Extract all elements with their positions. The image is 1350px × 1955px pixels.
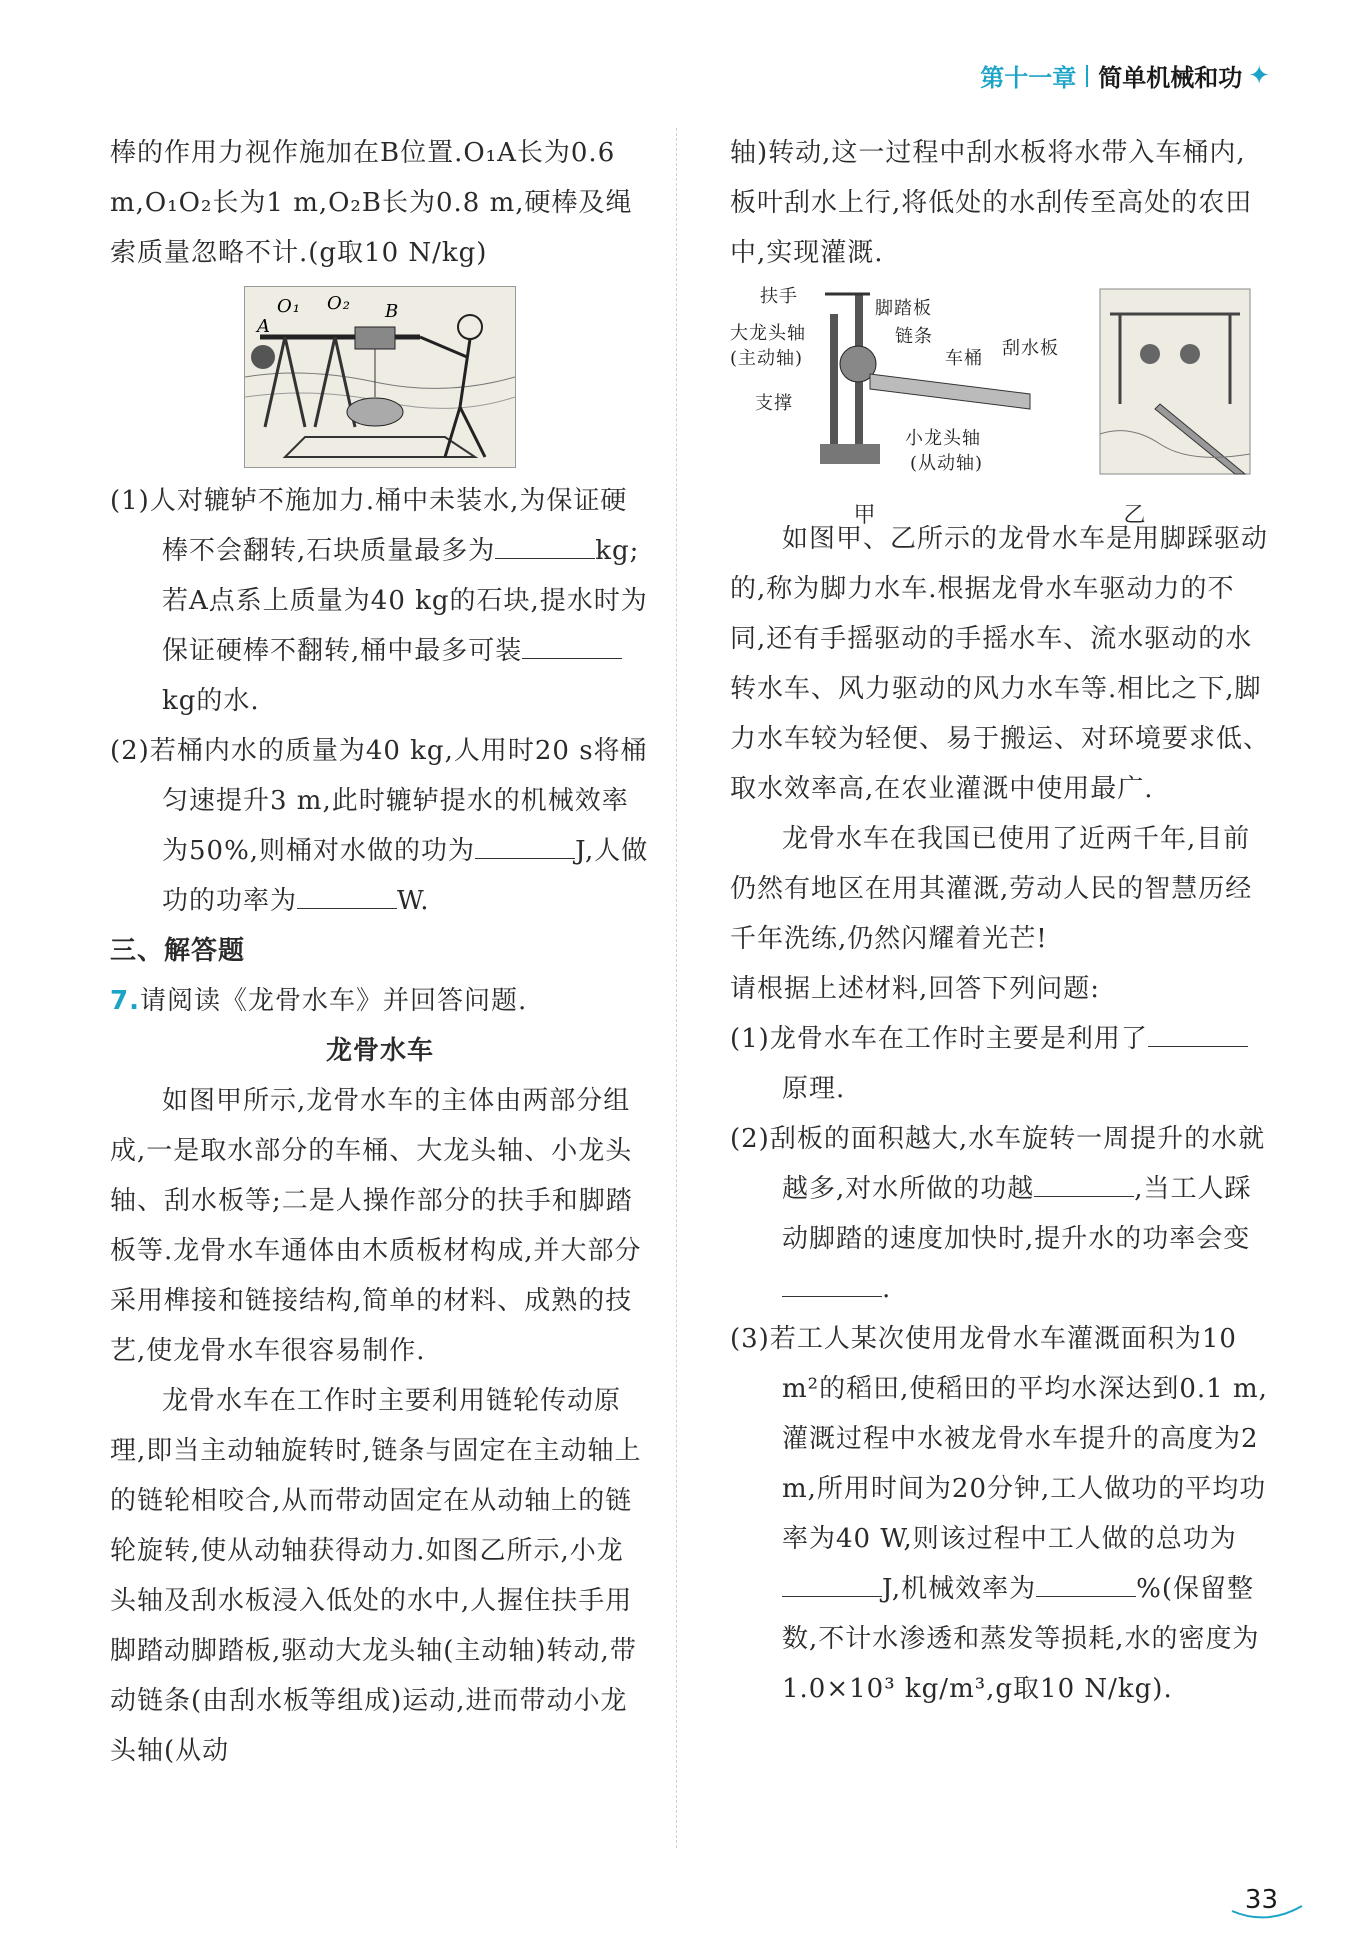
question-7-number: 7. <box>110 986 140 1016</box>
answer-blank[interactable] <box>782 1266 882 1297</box>
question-1-text-c: kg的水. <box>162 686 260 716</box>
question-2 <box>110 726 650 926</box>
left-column <box>110 128 650 1776</box>
problem-intro: 棒的作用力视作施加在B位置.O₁A长为0.6 m,O₁O₂长为1 m,O₂B长为0.8 m,硬棒及绳索质量忽略不计.(g取10 N/kg) <box>110 138 633 268</box>
column-divider <box>676 128 677 1848</box>
article-title: 龙骨水车 <box>325 1036 434 1066</box>
windlass-illustration <box>244 286 516 468</box>
answer-blank[interactable] <box>782 1566 882 1597</box>
label-chain: 链条 <box>895 326 933 347</box>
sparkle-icon: ✦ <box>1248 60 1270 91</box>
chapter-title: 简单机械和功 <box>1098 64 1243 92</box>
figure-captions <box>730 501 1270 531</box>
question-2-text-b: J,人做功的功率为 <box>162 836 649 916</box>
question-7 <box>110 976 650 1026</box>
answer-blank[interactable] <box>1148 1016 1248 1047</box>
page-number-swoosh-icon <box>1227 1881 1307 1921</box>
section-heading: 三、解答题 <box>110 936 246 966</box>
label-small-axle-sub: (从动轴) <box>910 453 984 474</box>
label-support: 支撑 <box>755 393 793 414</box>
article-paragraph-2-cont: 轴)转动,这一过程中刮水板将水带入车桶内,板叶刮水上行,将低处的水刮传至高处的农田中,实现灌溉. <box>730 138 1253 268</box>
article-paragraph-3: 如图甲、乙所示的龙骨水车是用脚踩驱动的,称为脚力水车.根据龙骨水车驱动力的不同,还有手摇驱动的手摇水车、流水驱动的水转水车、风力驱动的风力水车等.相比之下,脚力水车较为轻便、易于搬运、对环境要求低、取水效率高,在农业灌溉中使用最广. <box>730 524 1271 804</box>
label-big-axle-sub: (主动轴) <box>730 348 804 369</box>
chapter-header <box>980 58 1270 93</box>
sub-question-2-text-c: . <box>882 1274 892 1304</box>
label-B: B <box>385 301 400 322</box>
question-1 <box>110 476 650 726</box>
article-paragraph-4: 龙骨水车在我国已使用了近两千年,目前仍然有地区在用其灌溉,劳动人民的智慧历经千年洗练,仍然闪耀着光芒! <box>730 824 1253 954</box>
page-number <box>1245 1885 1278 1915</box>
sub-question-3-text-b: J,机械效率为 <box>882 1574 1037 1604</box>
sub-question-2-text-a: (2)刮板的面积越大,水车旋转一周提升的水就越多,对水所做的功越 <box>730 1124 1266 1204</box>
answer-blank[interactable] <box>522 628 622 659</box>
label-small-axle: 小龙头轴 <box>905 428 981 449</box>
label-big-axle: 大龙头轴 <box>730 323 806 344</box>
answer-blank[interactable] <box>1034 1166 1134 1197</box>
page-number-text: 33 <box>1244 1885 1278 1915</box>
question-7-text: 请阅读《龙骨水车》并回答问题. <box>139 986 528 1016</box>
answer-blank[interactable] <box>297 878 397 909</box>
sub-question-3 <box>730 1314 1270 1714</box>
question-1-text-b: kg;若A点系上质量为40 kg的石块,提水时为保证硬棒不翻转,桶中最多可装 <box>162 536 648 666</box>
sub-question-1-text-a: (1)龙骨水车在工作时主要是利用了 <box>730 1024 1148 1054</box>
questions-prompt: 请根据上述材料,回答下列问题: <box>730 974 1101 1004</box>
question-2-text-a: (2)若桶内水的质量为40 kg,人用时20 s将桶匀速提升3 m,此时辘轳提水的机械效率为50%,则桶对水做的功为 <box>110 736 648 866</box>
label-A: A <box>257 316 271 337</box>
waterwheel-figure <box>730 284 1270 528</box>
question-2-text-c: W. <box>397 886 430 916</box>
label-handle: 扶手 <box>760 286 798 307</box>
caption-jia: 甲 <box>853 503 877 528</box>
sub-question-2-text-b: ,当工人踩动脚踏的速度加快时,提升水的功率会变 <box>782 1174 1252 1254</box>
answer-blank[interactable] <box>495 528 595 559</box>
sub-question-3-text-a: (3)若工人某次使用龙骨水车灌溉面积为10 m²的稻田,使稻田的平均水深达到0.1 m,灌溉过程中水被龙骨水车提升的高度为2 m,所用时间为20分钟,工人做功的平均功率为40 W,则该过程中工人做的总功为 <box>730 1324 1268 1554</box>
label-O2: O₂ <box>327 293 351 314</box>
header-divider <box>1086 65 1088 87</box>
label-bucket: 车桶 <box>945 348 983 369</box>
sub-question-3-text-c: %(保留整数,不计水渗透和蒸发等损耗,水的密度为1.0×10³ kg/m³,g取10 N/kg). <box>782 1574 1260 1704</box>
label-O1: O₁ <box>277 296 301 317</box>
chapter-number: 第十一章 <box>980 64 1077 92</box>
label-scraper: 刮水板 <box>1002 338 1059 359</box>
sub-question-2 <box>730 1114 1270 1314</box>
caption-yi: 乙 <box>1123 503 1147 528</box>
question-1-text-a: (1)人对辘轳不施加力.桶中未装水,为保证硬棒不会翻转,石块质量最多为 <box>110 486 628 566</box>
answer-blank[interactable] <box>1036 1566 1136 1597</box>
article-paragraph-2: 龙骨水车在工作时主要利用链轮传动原理,即当主动轴旋转时,链条与固定在主动轴上的链轮相咬合,从而带动固定在从动轴上的链轮旋转,使从动轴获得动力.如图乙所示,小龙头轴及刮水板浸入低处的水中,人握住扶手用脚踏动脚踏板,驱动大龙头轴(主动轴)转动,带动链条(由刮水板等组成)运动,进而带动小龙头轴(从动 <box>110 1386 642 1766</box>
answer-blank[interactable] <box>475 828 575 859</box>
sub-question-1 <box>730 1014 1270 1114</box>
article-paragraph-1: 如图甲所示,龙骨水车的主体由两部分组成,一是取水部分的车桶、大龙头轴、小龙头轴、刮水板等;二是人操作部分的扶手和脚踏板等.龙骨水车通体由木质板材构成,并大部分采用榫接和链接结构,简单的材料、成熟的技艺,使龙骨水车很容易制作. <box>110 1086 642 1366</box>
label-pedal: 脚踏板 <box>875 298 932 319</box>
sub-question-1-text-b: 原理. <box>782 1074 846 1104</box>
right-column <box>730 128 1270 1714</box>
